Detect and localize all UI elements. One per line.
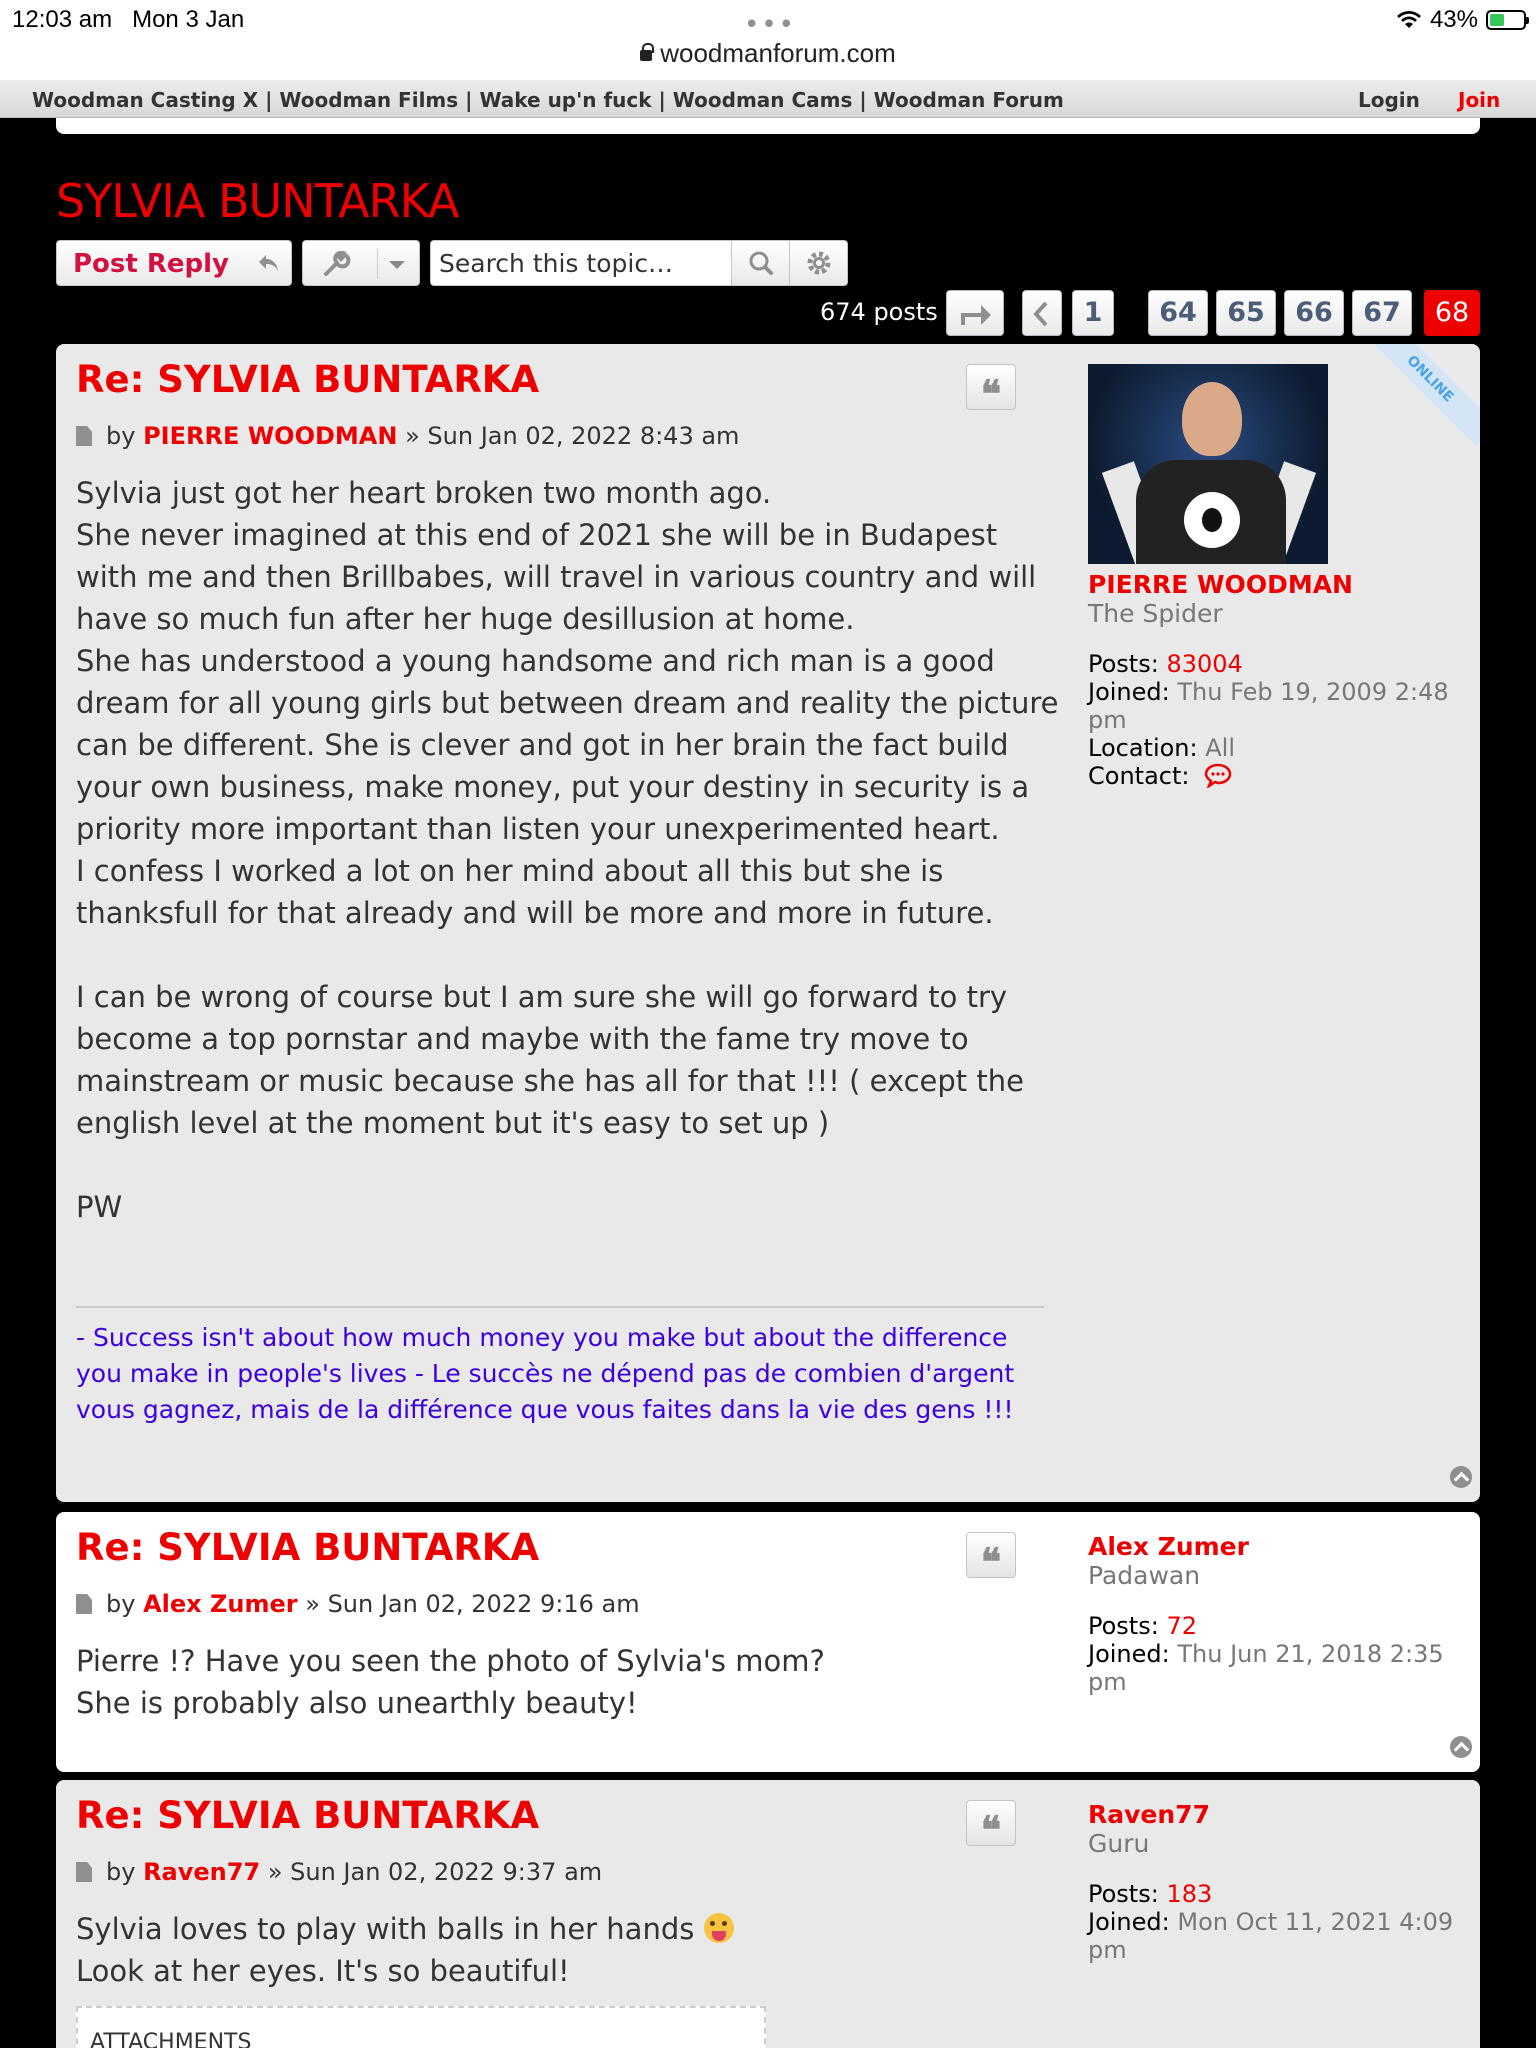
more-dots-icon[interactable]: •••	[744, 10, 797, 40]
browser-status-bar	[0, 0, 1536, 80]
reply-icon	[257, 251, 281, 275]
attachments-box	[76, 2006, 766, 2048]
post-title[interactable]: Re: SYLVIA BUNTARKA	[76, 358, 540, 401]
profile-username[interactable]: PIERRE WOODMAN	[1088, 570, 1353, 599]
page-66[interactable]: 66	[1284, 290, 1344, 336]
post	[56, 1780, 1480, 2048]
site-top-nav	[0, 80, 1536, 118]
post-profile: Raven77 Guru Posts: 183 Joined: Mon Oct 11, 2021 4:09 pm	[1088, 1800, 1468, 1964]
wrench-icon	[323, 251, 351, 277]
post-title[interactable]: Re: SYLVIA BUNTARKA	[76, 1526, 540, 1569]
post-profile: Alex Zumer Padawan Posts: 72 Joined: Thu Jun 21, 2018 2:35 pm	[1088, 1532, 1468, 1696]
page-67[interactable]: 67	[1352, 290, 1412, 336]
address-bar[interactable]: woodmanforum.com	[0, 38, 1536, 69]
page-65[interactable]: 65	[1216, 290, 1276, 336]
status-time: 12:03 am Mon 3 Jan	[12, 6, 245, 33]
post-reply-label: Post Reply	[73, 249, 229, 279]
profile-username[interactable]: Raven77	[1088, 1800, 1210, 1829]
search-icon	[732, 241, 790, 285]
profile-username[interactable]: Alex Zumer	[1088, 1532, 1249, 1561]
topic-title[interactable]: SYLVIA BUNTARKA	[56, 174, 459, 228]
quote-button[interactable]: ❝	[966, 1800, 1016, 1846]
advanced-search-button[interactable]	[789, 241, 847, 285]
post-author[interactable]: Raven77	[143, 1858, 261, 1886]
previous-page-button[interactable]	[1022, 290, 1062, 336]
battery-percent: 43%	[1429, 6, 1478, 33]
profile-joined: Thu Feb 19, 2009 2:48 pm	[1088, 678, 1449, 734]
emoji-tongue-icon	[704, 1913, 734, 1943]
quote-button[interactable]: ❝	[966, 364, 1016, 410]
post-icon[interactable]	[76, 1594, 92, 1614]
profile-joined: Mon Oct 11, 2021 4:09 pm	[1088, 1908, 1454, 1964]
post-author[interactable]: PIERRE WOODMAN	[143, 422, 398, 450]
post-icon[interactable]	[76, 1862, 92, 1882]
nav-link-wakeup[interactable]: Wake up'n fuck	[479, 88, 652, 112]
page-68-current: 68	[1424, 290, 1480, 336]
post-content: Sylvia loves to play with balls in her hands Look at her eyes. It's so beautiful!	[76, 1908, 1066, 1992]
jump-to-page-button[interactable]	[946, 290, 1004, 336]
contact-icon[interactable]	[1203, 762, 1233, 788]
post-content: Pierre !? Have you seen the photo of Sylvia's mom? She is probably also unearthly beauty!	[76, 1644, 825, 1720]
avatar[interactable]	[1088, 364, 1328, 564]
post-count: 674 posts	[820, 298, 938, 326]
profile-location: All	[1205, 734, 1235, 762]
profile-post-count[interactable]: 83004	[1166, 650, 1243, 678]
nav-link-casting[interactable]: Woodman Casting X	[32, 88, 259, 112]
post-date: » Sun Jan 02, 2022 8:43 am	[405, 422, 740, 450]
profile-rank: The Spider	[1088, 599, 1223, 628]
profile-rank: Padawan	[1088, 1561, 1201, 1590]
back-to-top-icon[interactable]	[1450, 1466, 1472, 1488]
post-date: » Sun Jan 02, 2022 9:37 am	[267, 1858, 603, 1886]
topic-search	[430, 240, 848, 286]
topic-tools-dropdown[interactable]	[302, 240, 420, 286]
profile-joined: Thu Jun 21, 2018 2:35 pm	[1088, 1640, 1444, 1696]
post-reply-button[interactable]	[56, 240, 292, 286]
signature-divider	[76, 1306, 1044, 1308]
nav-link-films[interactable]: Woodman Films	[279, 88, 459, 112]
search-button[interactable]	[731, 241, 789, 285]
page-1[interactable]: 1	[1072, 290, 1114, 336]
post-title[interactable]: Re: SYLVIA BUNTARKA	[76, 1794, 540, 1837]
spider-emblem-icon	[1184, 492, 1240, 548]
chevron-left-icon	[1032, 299, 1052, 329]
post-meta: by PIERRE WOODMAN » Sun Jan 02, 2022 8:43 am	[76, 422, 739, 450]
post-profile: PIERRE WOODMAN The Spider Posts: 83004 Joined: Thu Feb 19, 2009 2:48 pm Location: All Contact:	[1088, 364, 1468, 790]
post-meta: by Raven77 » Sun Jan 02, 2022 9:37 am	[76, 1858, 602, 1886]
post-content: Sylvia just got her heart broken two month ago. She never imagined at this end of 2021 she will be in Budapest with me and then Brillbabes, will travel in various country and will have so much fun after her huge desillusion at home. She has understood a young handsome and rich man is a good dream for all young girls but between dream and reality the picture can be different. She is clever and got in her brain the fact build your own business, make money, put your destiny in security is a priority more important than listen your unexperimented heart. I confess I worked a lot on her mind about all this but she is thanksfull for that already and will be more and more in future. I can be wrong of course but I am sure she will go forward to try become a top pornstar and maybe with the fame try move to mainstream or music because she has all for that !!! ( except the english level at the moment but it's easy to set up ) PW	[76, 476, 1059, 1224]
status-indicators	[1396, 6, 1526, 34]
post-icon[interactable]	[76, 426, 92, 446]
post-date: » Sun Jan 02, 2022 9:16 am	[305, 1590, 640, 1618]
search-input[interactable]	[431, 241, 731, 285]
post	[56, 1512, 1480, 1772]
online-indicator: ONLINE	[1360, 344, 1480, 464]
nav-link-cams[interactable]: Woodman Cams	[672, 88, 853, 112]
battery-icon	[1486, 10, 1526, 30]
page-64[interactable]: 64	[1148, 290, 1208, 336]
profile-rank: Guru	[1088, 1829, 1150, 1858]
post-author[interactable]: Alex Zumer	[143, 1590, 298, 1618]
back-to-top-icon[interactable]	[1450, 1736, 1472, 1758]
quote-button[interactable]: ❝	[966, 1532, 1016, 1578]
profile-post-count[interactable]: 72	[1166, 1612, 1197, 1640]
nav-link-forum[interactable]: Woodman Forum	[873, 88, 1064, 112]
lock-icon	[640, 50, 652, 61]
login-link[interactable]: Login	[1358, 88, 1420, 112]
profile-post-count[interactable]: 183	[1166, 1880, 1213, 1908]
post-meta: by Alex Zumer » Sun Jan 02, 2022 9:16 am	[76, 1590, 640, 1618]
gear-icon	[790, 241, 848, 285]
post	[56, 344, 1480, 1502]
signature: - Success isn't about how much money you make but about the difference you make in people's lives - Le succès ne dépend pas de combien d'argent vous gagnez, mais de la différence que vous faites dans la vie des gens !!!	[76, 1323, 1015, 1424]
header-box-bottom	[56, 118, 1480, 134]
attachments-label: ATTACHMENTS	[90, 2030, 252, 2048]
join-link[interactable]: Join	[1458, 88, 1501, 112]
share-arrow-icon	[955, 299, 995, 329]
wifi-icon	[1396, 10, 1422, 30]
forum-page	[24, 118, 1512, 2048]
chevron-down-icon	[389, 261, 405, 269]
site-links: Woodman Casting X | Woodman Films | Wake up'n fuck | Woodman Cams | Woodman Forum	[32, 88, 1064, 112]
